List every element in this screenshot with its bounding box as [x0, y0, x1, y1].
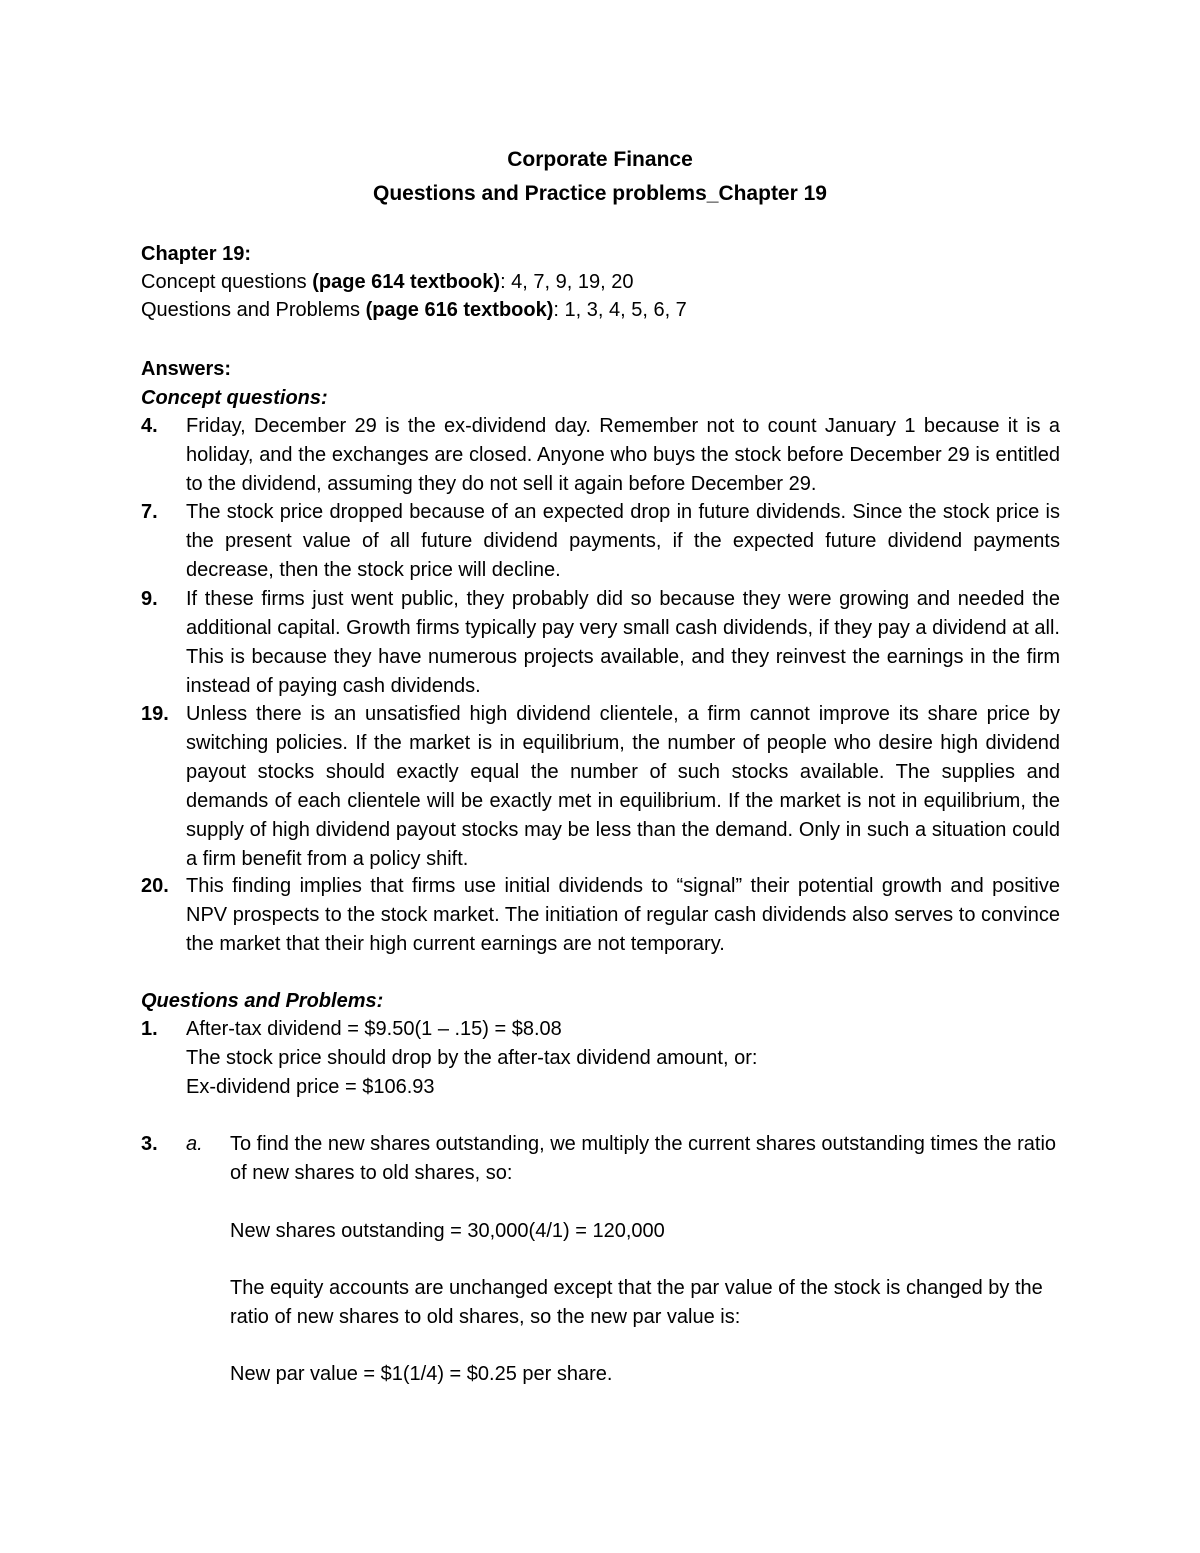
problem-part-letter: a. [186, 1133, 203, 1155]
answer-text: The stock price dropped because of an expected drop in future dividends. Since the stock price is the present value of all future dividend payments, if the expected future dividend payments decrease, then the stock price will decline. [186, 501, 1060, 581]
problem-number: 3. [141, 1133, 158, 1155]
answer-number: 4. [141, 415, 158, 437]
problems-prefix: Questions and Problems [141, 299, 366, 321]
document-title: Corporate Finance [507, 148, 693, 171]
problems-assignment-line [141, 296, 687, 325]
document-subtitle: Questions and Practice problems_Chapter 19 [373, 182, 827, 205]
concept-prefix: Concept questions [141, 271, 313, 293]
problem-1-line-3: Ex-dividend price = $106.93 [186, 1076, 435, 1098]
problem-3-par-value-text: The equity accounts are unchanged except that the par value of the stock is changed by the ratio of new shares to old shares, so the new par value is: [230, 1277, 1043, 1328]
chapter-label: Chapter 19: [141, 243, 252, 265]
answer-number: 20. [141, 875, 169, 897]
answer-text: Unless there is an unsatisfied high dividend clientele, a firm cannot improve its share price by switching policies. If the market is in equilibrium, the number of people who desire high dividend payout stocks should exactly equal the number of such stocks available. The supplies and demands of each clientele will be exactly met in equilibrium. If the market is not in equilibrium, the supply of high dividend payout stocks may be less than the demand. Only in such a situation could a firm benefit from a policy shift. [186, 703, 1060, 870]
concept-assignment-line [141, 268, 634, 297]
problem-3-intro: To find the new shares outstanding, we multiply the current shares outstanding times the ratio of new shares to old shares, so: [230, 1133, 1057, 1184]
concept-items: : 4, 7, 9, 19, 20 [500, 271, 634, 293]
answer-number: 7. [141, 501, 158, 523]
answer-number: 19. [141, 703, 169, 725]
answer-text: Friday, December 29 is the ex-dividend day. Remember not to count January 1 because it is a holiday, and the exchanges are closed. Anyone who buys the stock before December 29 is entitled to the dividend, assuming they do not sell it again before December 29. [186, 415, 1060, 495]
problems-page-ref: (page 616 textbook) [365, 299, 554, 321]
questions-problems-heading: Questions and Problems: [141, 990, 384, 1012]
new-par-value-equation: New par value = $1(1/4) = $0.25 per share. [230, 1363, 613, 1385]
answers-heading: Answers: [141, 358, 232, 380]
answer-text: If these firms just went public, they probably did so because they were growing and needed the additional capital. Growth firms typically pay very small cash dividends, if they pay a dividend at all. This is because they have numerous projects available, and they reinvest the earnings in the firm instead of paying cash dividends. [186, 588, 1060, 697]
answer-text: This finding implies that firms use initial dividends to “signal” their potential growth and positive NPV prospects to the stock market. The initiation of regular cash dividends also serves to convince the market that their high current earnings are not temporary. [186, 875, 1060, 955]
problem-number: 1. [141, 1018, 158, 1040]
new-shares-equation: New shares outstanding = 30,000(4/1) = 120,000 [230, 1220, 665, 1242]
concept-page-ref: (page 614 textbook) [312, 271, 501, 293]
problem-1-line-2: The stock price should drop by the after-tax dividend amount, or: [186, 1047, 758, 1069]
problems-items: : 1, 3, 4, 5, 6, 7 [553, 299, 687, 321]
problem-1-line-1: After-tax dividend = $9.50(1 – .15) = $8.08 [186, 1018, 562, 1040]
answer-number: 9. [141, 588, 158, 610]
concept-questions-heading: Concept questions: [141, 387, 328, 409]
